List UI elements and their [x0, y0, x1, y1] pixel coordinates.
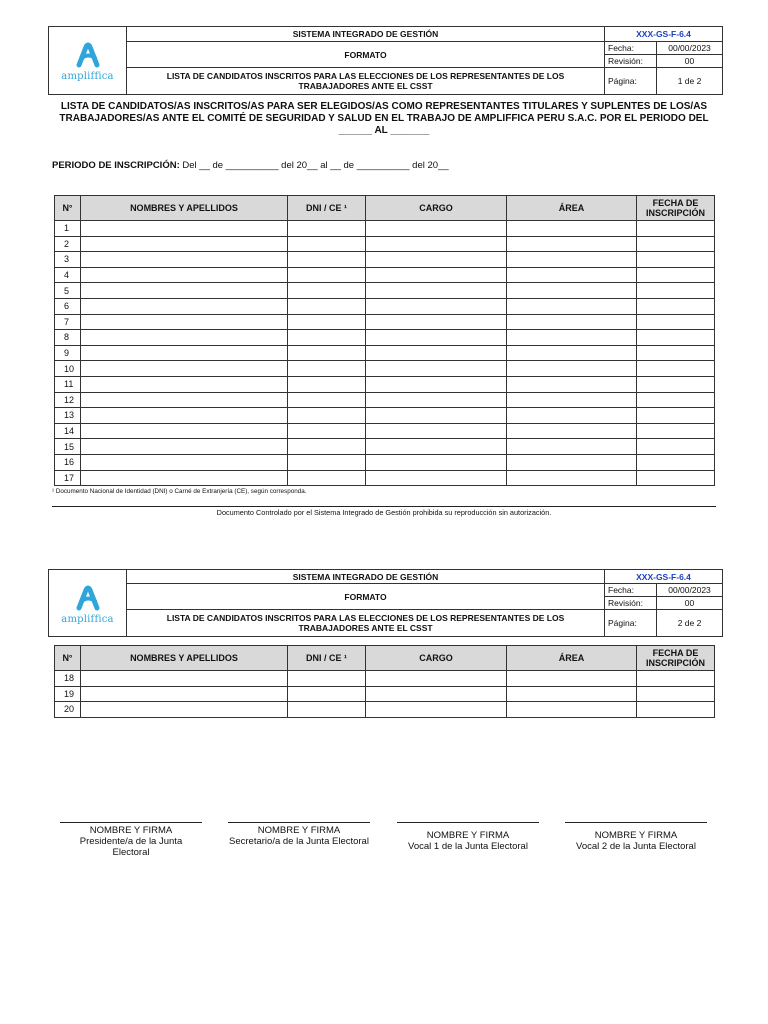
- signature-line: [397, 822, 539, 823]
- empty-cell: [637, 267, 715, 283]
- empty-cell: [288, 283, 366, 299]
- row-number: 13: [55, 408, 81, 424]
- empty-cell: [81, 236, 288, 252]
- column-header: DNI / CE ¹: [288, 646, 366, 671]
- revision-label: Revisión:: [605, 597, 657, 610]
- ampliffica-logo-icon: [73, 584, 103, 614]
- empty-cell: [637, 252, 715, 268]
- signature-line: [60, 822, 202, 823]
- candidates-table-page1: [54, 195, 715, 486]
- row-number: 17: [55, 470, 81, 486]
- table-row: [55, 221, 715, 237]
- empty-cell: [81, 283, 288, 299]
- column-header: FECHA DE INSCRIPCIÓN: [637, 196, 715, 221]
- revision-value: 00: [657, 55, 723, 68]
- control-note: Documento Controlado por el Sistema Integrado de Gestión prohibida su reproducción sin autorización.: [216, 508, 552, 517]
- fecha-label: Fecha:: [605, 42, 657, 55]
- empty-cell: [366, 314, 507, 330]
- row-number: 20: [55, 702, 81, 718]
- pagina-label: Página:: [605, 68, 657, 95]
- table-row: [55, 470, 715, 486]
- empty-cell: [507, 361, 637, 377]
- empty-cell: [637, 314, 715, 330]
- empty-cell: [507, 267, 637, 283]
- column-header: NOMBRES Y APELLIDOS: [81, 196, 288, 221]
- empty-cell: [637, 470, 715, 486]
- empty-cell: [288, 236, 366, 252]
- empty-cell: [637, 439, 715, 455]
- empty-cell: [81, 267, 288, 283]
- row-number: 19: [55, 686, 81, 702]
- empty-cell: [507, 221, 637, 237]
- empty-cell: [637, 454, 715, 470]
- page-number: 1 de 2: [657, 68, 723, 95]
- empty-cell: [366, 267, 507, 283]
- logo: [49, 570, 127, 637]
- empty-cell: [288, 686, 366, 702]
- candidates-table-page2: [54, 645, 715, 718]
- empty-cell: [507, 439, 637, 455]
- empty-cell: [288, 439, 366, 455]
- footer-divider: [52, 506, 716, 507]
- table-row: [55, 314, 715, 330]
- page-number: 2 de 2: [657, 610, 723, 637]
- empty-cell: [366, 361, 507, 377]
- empty-cell: [81, 408, 288, 424]
- empty-cell: [637, 361, 715, 377]
- empty-cell: [637, 236, 715, 252]
- empty-cell: [366, 376, 507, 392]
- signature-role: Vocal 1 de la Junta Electoral: [408, 841, 528, 852]
- empty-cell: [288, 298, 366, 314]
- empty-cell: [507, 236, 637, 252]
- column-header: CARGO: [366, 196, 507, 221]
- empty-cell: [81, 454, 288, 470]
- row-number: 6: [55, 298, 81, 314]
- empty-cell: [507, 686, 637, 702]
- empty-cell: [81, 221, 288, 237]
- empty-cell: [81, 298, 288, 314]
- empty-cell: [366, 298, 507, 314]
- table-row: [55, 454, 715, 470]
- empty-cell: [366, 686, 507, 702]
- empty-cell: [81, 702, 288, 718]
- empty-cell: [366, 470, 507, 486]
- fecha-label: Fecha:: [605, 584, 657, 597]
- empty-cell: [81, 376, 288, 392]
- row-number: 9: [55, 345, 81, 361]
- empty-cell: [288, 345, 366, 361]
- empty-cell: [637, 221, 715, 237]
- empty-cell: [288, 330, 366, 346]
- empty-cell: [288, 252, 366, 268]
- column-header: NOMBRES Y APELLIDOS: [81, 646, 288, 671]
- table-row: [55, 345, 715, 361]
- empty-cell: [81, 361, 288, 377]
- empty-cell: [288, 314, 366, 330]
- logo: [49, 27, 127, 95]
- logo-text: ampliffica: [61, 613, 114, 625]
- empty-cell: [637, 408, 715, 424]
- empty-cell: [288, 671, 366, 687]
- table-row: [55, 252, 715, 268]
- inscription-period: [52, 160, 449, 171]
- table-row: [55, 671, 715, 687]
- doc-name: LISTA DE CANDIDATOS INSCRITOS PARA LAS ELECCIONES DE LOS REPRESENTANTES DE LOS TRABAJADORES ANTE EL CSST: [127, 68, 605, 95]
- empty-cell: [366, 454, 507, 470]
- empty-cell: [288, 221, 366, 237]
- empty-cell: [637, 283, 715, 299]
- empty-cell: [507, 423, 637, 439]
- empty-cell: [637, 298, 715, 314]
- system-name: SISTEMA INTEGRADO DE GESTIÓN: [127, 27, 605, 42]
- signature-vocal-2: [565, 822, 707, 852]
- empty-cell: [507, 283, 637, 299]
- doc-code: XXX-GS-F-6.4: [605, 570, 723, 584]
- empty-cell: [507, 671, 637, 687]
- period-text: Del __ de __________ del 20__ al __ de __________ del 20__: [182, 160, 449, 171]
- row-number: 14: [55, 423, 81, 439]
- empty-cell: [366, 252, 507, 268]
- format-label: FORMATO: [127, 584, 605, 610]
- row-number: 8: [55, 330, 81, 346]
- empty-cell: [366, 330, 507, 346]
- table-row: [55, 267, 715, 283]
- fecha-value: 00/00/2023: [657, 42, 723, 55]
- fecha-value: 00/00/2023: [657, 584, 723, 597]
- empty-cell: [507, 470, 637, 486]
- empty-cell: [366, 345, 507, 361]
- signature-president: [60, 822, 202, 858]
- signature-title: NOMBRE Y FIRMA: [594, 830, 678, 841]
- signature-line: [228, 822, 370, 823]
- row-number: 12: [55, 392, 81, 408]
- column-header: ÁREA: [507, 196, 637, 221]
- empty-cell: [637, 345, 715, 361]
- row-number: 3: [55, 252, 81, 268]
- format-label: FORMATO: [127, 42, 605, 68]
- empty-cell: [288, 470, 366, 486]
- empty-cell: [288, 267, 366, 283]
- empty-cell: [637, 671, 715, 687]
- revision-label: Revisión:: [605, 55, 657, 68]
- footnote: ¹ Documento Nacional de Identidad (DNI) o Carné de Extranjería (CE), según corresponda.: [52, 488, 307, 495]
- empty-cell: [507, 252, 637, 268]
- row-number: 5: [55, 283, 81, 299]
- empty-cell: [81, 345, 288, 361]
- table-row: [55, 236, 715, 252]
- empty-cell: [507, 408, 637, 424]
- row-number: 2: [55, 236, 81, 252]
- row-number: 18: [55, 671, 81, 687]
- empty-cell: [637, 392, 715, 408]
- empty-cell: [366, 236, 507, 252]
- column-header: DNI / CE ¹: [288, 196, 366, 221]
- period-label: PERIODO DE INSCRIPCIÓN:: [52, 160, 180, 171]
- doc-name: LISTA DE CANDIDATOS INSCRITOS PARA LAS ELECCIONES DE LOS REPRESENTANTES DE LOS TRABAJADORES ANTE EL CSST: [127, 610, 605, 637]
- row-number: 11: [55, 376, 81, 392]
- empty-cell: [81, 314, 288, 330]
- empty-cell: [507, 376, 637, 392]
- table-row: [55, 330, 715, 346]
- table-row: [55, 423, 715, 439]
- empty-cell: [637, 423, 715, 439]
- empty-cell: [366, 221, 507, 237]
- table-row: [55, 298, 715, 314]
- system-name: SISTEMA INTEGRADO DE GESTIÓN: [127, 570, 605, 584]
- empty-cell: [288, 361, 366, 377]
- empty-cell: [366, 408, 507, 424]
- empty-cell: [81, 470, 288, 486]
- empty-cell: [507, 298, 637, 314]
- column-header: CARGO: [366, 646, 507, 671]
- empty-cell: [507, 330, 637, 346]
- empty-cell: [81, 392, 288, 408]
- table-row: [55, 702, 715, 718]
- empty-cell: [288, 702, 366, 718]
- empty-cell: [81, 686, 288, 702]
- empty-cell: [288, 376, 366, 392]
- empty-cell: [288, 454, 366, 470]
- empty-cell: [637, 376, 715, 392]
- document-title: LISTA DE CANDIDATOS/AS INSCRITOS/AS PARA SER ELEGIDOS/AS COMO REPRESENTANTES TITULARES Y SUPLENTES DE LOS/AS TRABAJADORES/AS ANTE EL COMITÉ DE SEGURIDAD Y SALUD EN EL TRABAJO DE AMPLIFFICA PERU S.A.C. POR EL PERIODO DEL ______ AL _______: [59, 101, 709, 136]
- empty-cell: [81, 671, 288, 687]
- table-row: [55, 376, 715, 392]
- empty-cell: [288, 392, 366, 408]
- ampliffica-logo-icon: [73, 41, 103, 71]
- empty-cell: [507, 702, 637, 718]
- row-number: 15: [55, 439, 81, 455]
- signature-role: Vocal 2 de la Junta Electoral: [576, 841, 696, 852]
- empty-cell: [507, 345, 637, 361]
- table-row: [55, 392, 715, 408]
- row-number: 16: [55, 454, 81, 470]
- signature-title: NOMBRE Y FIRMA: [89, 825, 173, 836]
- column-header: FECHA DE INSCRIPCIÓN: [637, 646, 715, 671]
- doc-code: XXX-GS-F-6.4: [605, 27, 723, 42]
- empty-cell: [366, 439, 507, 455]
- empty-cell: [366, 671, 507, 687]
- signature-vocal-1: [397, 822, 539, 852]
- empty-cell: [81, 330, 288, 346]
- table-row: [55, 283, 715, 299]
- signature-role: Secretario/a de la Junta Electoral: [229, 836, 369, 847]
- table-row: [55, 439, 715, 455]
- empty-cell: [288, 423, 366, 439]
- empty-cell: [366, 392, 507, 408]
- row-number: 4: [55, 267, 81, 283]
- signature-role: Presidente/a de la Junta Electoral: [79, 836, 183, 858]
- empty-cell: [637, 702, 715, 718]
- empty-cell: [81, 252, 288, 268]
- header-block-page1: [48, 26, 723, 95]
- signature-title: NOMBRE Y FIRMA: [257, 825, 341, 836]
- empty-cell: [81, 439, 288, 455]
- signature-title: NOMBRE Y FIRMA: [426, 830, 510, 841]
- logo-text: ampliffica: [61, 71, 114, 82]
- revision-value: 00: [657, 597, 723, 610]
- row-number: 7: [55, 314, 81, 330]
- empty-cell: [637, 330, 715, 346]
- empty-cell: [507, 392, 637, 408]
- empty-cell: [637, 686, 715, 702]
- header-block-page2: [48, 569, 723, 637]
- empty-cell: [507, 454, 637, 470]
- table-row: [55, 408, 715, 424]
- empty-cell: [366, 423, 507, 439]
- empty-cell: [366, 283, 507, 299]
- signature-secretary: [228, 822, 370, 847]
- row-number: 10: [55, 361, 81, 377]
- empty-cell: [507, 314, 637, 330]
- column-header: N°: [55, 196, 81, 221]
- empty-cell: [366, 702, 507, 718]
- column-header: ÁREA: [507, 646, 637, 671]
- table-row: [55, 686, 715, 702]
- column-header: N°: [55, 646, 81, 671]
- pagina-label: Página:: [605, 610, 657, 637]
- empty-cell: [81, 423, 288, 439]
- signature-line: [565, 822, 707, 823]
- empty-cell: [288, 408, 366, 424]
- row-number: 1: [55, 221, 81, 237]
- table-row: [55, 361, 715, 377]
